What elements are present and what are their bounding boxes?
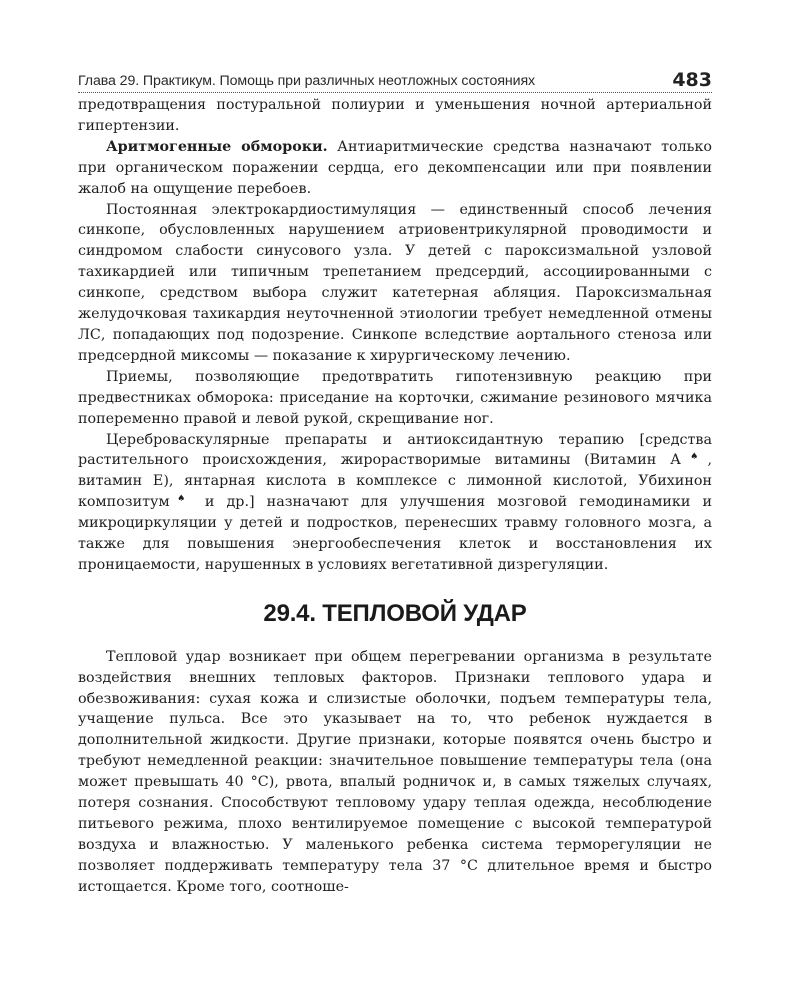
running-header — [78, 58, 712, 92]
trademark-mark: ♠ — [169, 494, 193, 505]
paragraph-text: и др.] назначают для улучшения мозговой гемодинамики и микроциркуляции у детей и подростков, перенесших травму головного мозга, а также для повышения энергообеспечения клеток и восстановления их проницаемости, нарушенных в условиях вегетативной дизрегуляции. — [78, 494, 712, 573]
paragraph-text: Антиаритмические средства назначают только при органическом поражении сердца, его декомпенсации или при появлении жалоб на ощущение перебоев. — [78, 138, 712, 197]
chapter-title: Глава 29. Практикум. Помощь при различных неотложных состояниях — [78, 73, 536, 89]
trademark-mark: ♠ — [680, 452, 708, 463]
paragraph-arrhythmogenic — [78, 137, 712, 200]
section-heading: 29.4. ТЕПЛОВОЙ УДАР — [263, 599, 527, 627]
page-number: 483 — [672, 69, 712, 91]
paragraph-text: Цереброваскулярные препараты и антиоксидантную терапию [средства растительного происхождения, жирорастворимые витамины (Витамин А — [78, 431, 712, 469]
paragraph-cerebrovascular — [78, 430, 712, 576]
paragraph-text: , витамин Е), янтарная кислота в комплексе с лимонной кислотой, Убихинон композитум — [78, 452, 713, 511]
header-divider — [78, 92, 712, 93]
body-text — [78, 95, 712, 898]
paragraph-lead-bold: Аритмогенные обмороки. — [106, 138, 328, 155]
paragraph-pacing: Постоянная электрокардиостимуляция — единственный способ лечения синкопе, обусловленных нарушением атриовентрикулярной проводимости и синдромом слабости синусового узла. У детей с пароксизмальной узловой тахикардией или типичным трепетанием предсердий, ассоциированными с синкопе, средством выбора служит катетерная абляция. Пароксизмальная желудочковая тахикардия неуточненной этиологии требует немедленной отмены ЛС, попадающих под подозрение. Синкопе вследствие аортального стеноза или предсердной миксомы — показание к хирургическому лечению. — [78, 201, 712, 364]
paragraph-heatstroke: Тепловой удар возникает при общем перегревании организма в результате воздействия внешних тепловых факторов. Признаки теплового удара и обезвоживания: сухая кожа и слизистые оболочки, подъем температуры тела, учащение пульса. Все это указывает на то, что ребенок нуждается в дополнительной жидкости. Другие признаки, которые появятся очень быстро и требуют немедленной реакции: значительное повышение температуры тела (она может превышать 40 °С), рвота, впалый родничок и, в самых тяжелых случаях, потеря сознания. Способствуют тепловому удару теплая одежда, несоблюдение питьевого режима, плохо вентилируемое помещение с высокой температурой воздуха и влажностью. У маленького ребенка система терморегуляции не позволяет поддерживать температуру тела 37 °С длительное время и быстро истощается. Кроме того, соотноше- — [78, 648, 712, 895]
paragraph-techniques: Приемы, позволяющие предотвратить гипотензивную реакцию при предвестниках обморока: приседание на корточки, сжимание резинового мячика попеременно правой и левой рукой, скрещивание ног. — [78, 368, 712, 427]
paragraph-continued: предотвращения постуральной полиурии и уменьшения ночной артериальной гипертензии. — [78, 97, 712, 134]
book-page — [78, 58, 712, 898]
